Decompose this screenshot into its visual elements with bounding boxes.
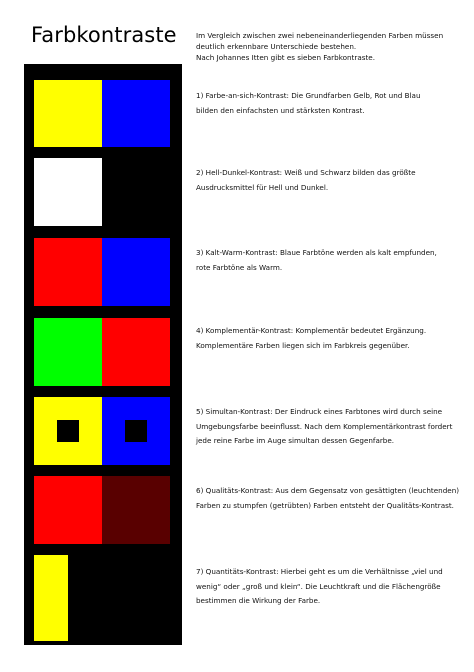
desc-line: 4) Komplementär-Kontrast: Komplementär bedeutet Ergänzung. xyxy=(196,326,427,335)
swatch-blue xyxy=(102,80,170,147)
desc-line: 5) Simultan-Kontrast: Der Eindruck eines Farbtones wird durch seine xyxy=(196,407,443,416)
contrast-7-text xyxy=(196,565,471,609)
intro-text xyxy=(196,30,466,63)
swatch-dark-red xyxy=(102,476,170,544)
swatch-panel xyxy=(24,64,182,645)
desc-line: Farben zu stumpfen (getrübten) Farben entsteht der Qualitäts-Kontrast. xyxy=(196,500,454,510)
contrast-6-text xyxy=(196,484,471,513)
desc-line: 6) Qualitäts-Kontrast: Aus dem Gegensatz von gesättigten (leuchtenden) xyxy=(196,486,460,495)
swatch-black-inner xyxy=(125,420,147,442)
desc-line: 2) Hell-Dunkel-Kontrast: Weiß und Schwarz bilden das größte xyxy=(196,168,416,177)
desc-line: Ausdrucksmittel für Hell und Dunkel. xyxy=(196,182,329,192)
desc-line: wenig“ oder „groß und klein“. Die Leuchtkraft und die Flächengröße xyxy=(196,581,441,591)
contrast-5-text xyxy=(196,405,471,449)
desc-line: jede reine Farbe im Auge simultan dessen Gegenfarbe. xyxy=(196,436,395,445)
swatch-red xyxy=(102,318,170,386)
desc-line: rote Farbtöne als Warm. xyxy=(196,262,283,272)
desc-line: Umgebungsfarbe beeinflusst. Nach dem Komplementärkontrast fordert xyxy=(196,421,453,431)
intro-line: Nach Johannes Itten gibt es sieben Farbkontraste. xyxy=(196,53,375,62)
desc-line: Komplementäre Farben liegen sich im Farbkreis gegenüber. xyxy=(196,340,410,350)
desc-line: 1) Farbe-an-sich-Kontrast: Die Grundfarben Gelb, Rot und Blau xyxy=(196,91,421,100)
swatch-red xyxy=(34,238,102,306)
contrast-2-text xyxy=(196,166,471,195)
contrast-1-text xyxy=(196,89,471,118)
desc-line: 7) Quantitäts-Kontrast: Hierbei geht es um die Verhältnisse „viel und xyxy=(196,567,443,576)
swatch-red xyxy=(34,476,102,544)
desc-line: 3) Kalt-Warm-Kontrast: Blaue Farbtöne werden als kalt empfunden, xyxy=(196,248,437,257)
swatch-black-inner xyxy=(57,420,79,442)
contrast-4-text xyxy=(196,324,471,353)
swatch-green xyxy=(34,318,102,386)
swatch-yellow xyxy=(34,80,102,147)
swatch-yellow-small xyxy=(34,555,68,641)
intro-line: deutlich erkennbare Unterschiede bestehen. xyxy=(196,42,357,51)
swatch-blue xyxy=(102,238,170,306)
desc-line: bilden den einfachsten und stärksten Kontrast. xyxy=(196,105,365,115)
intro-line: Im Vergleich zwischen zwei nebeneinanderliegenden Farben müssen xyxy=(196,31,444,40)
contrast-3-text xyxy=(196,246,471,275)
swatch-white xyxy=(34,158,102,226)
desc-line: bestimmen die Wirkung der Farbe. xyxy=(196,596,321,605)
page-title: Farbkontraste xyxy=(31,23,177,47)
